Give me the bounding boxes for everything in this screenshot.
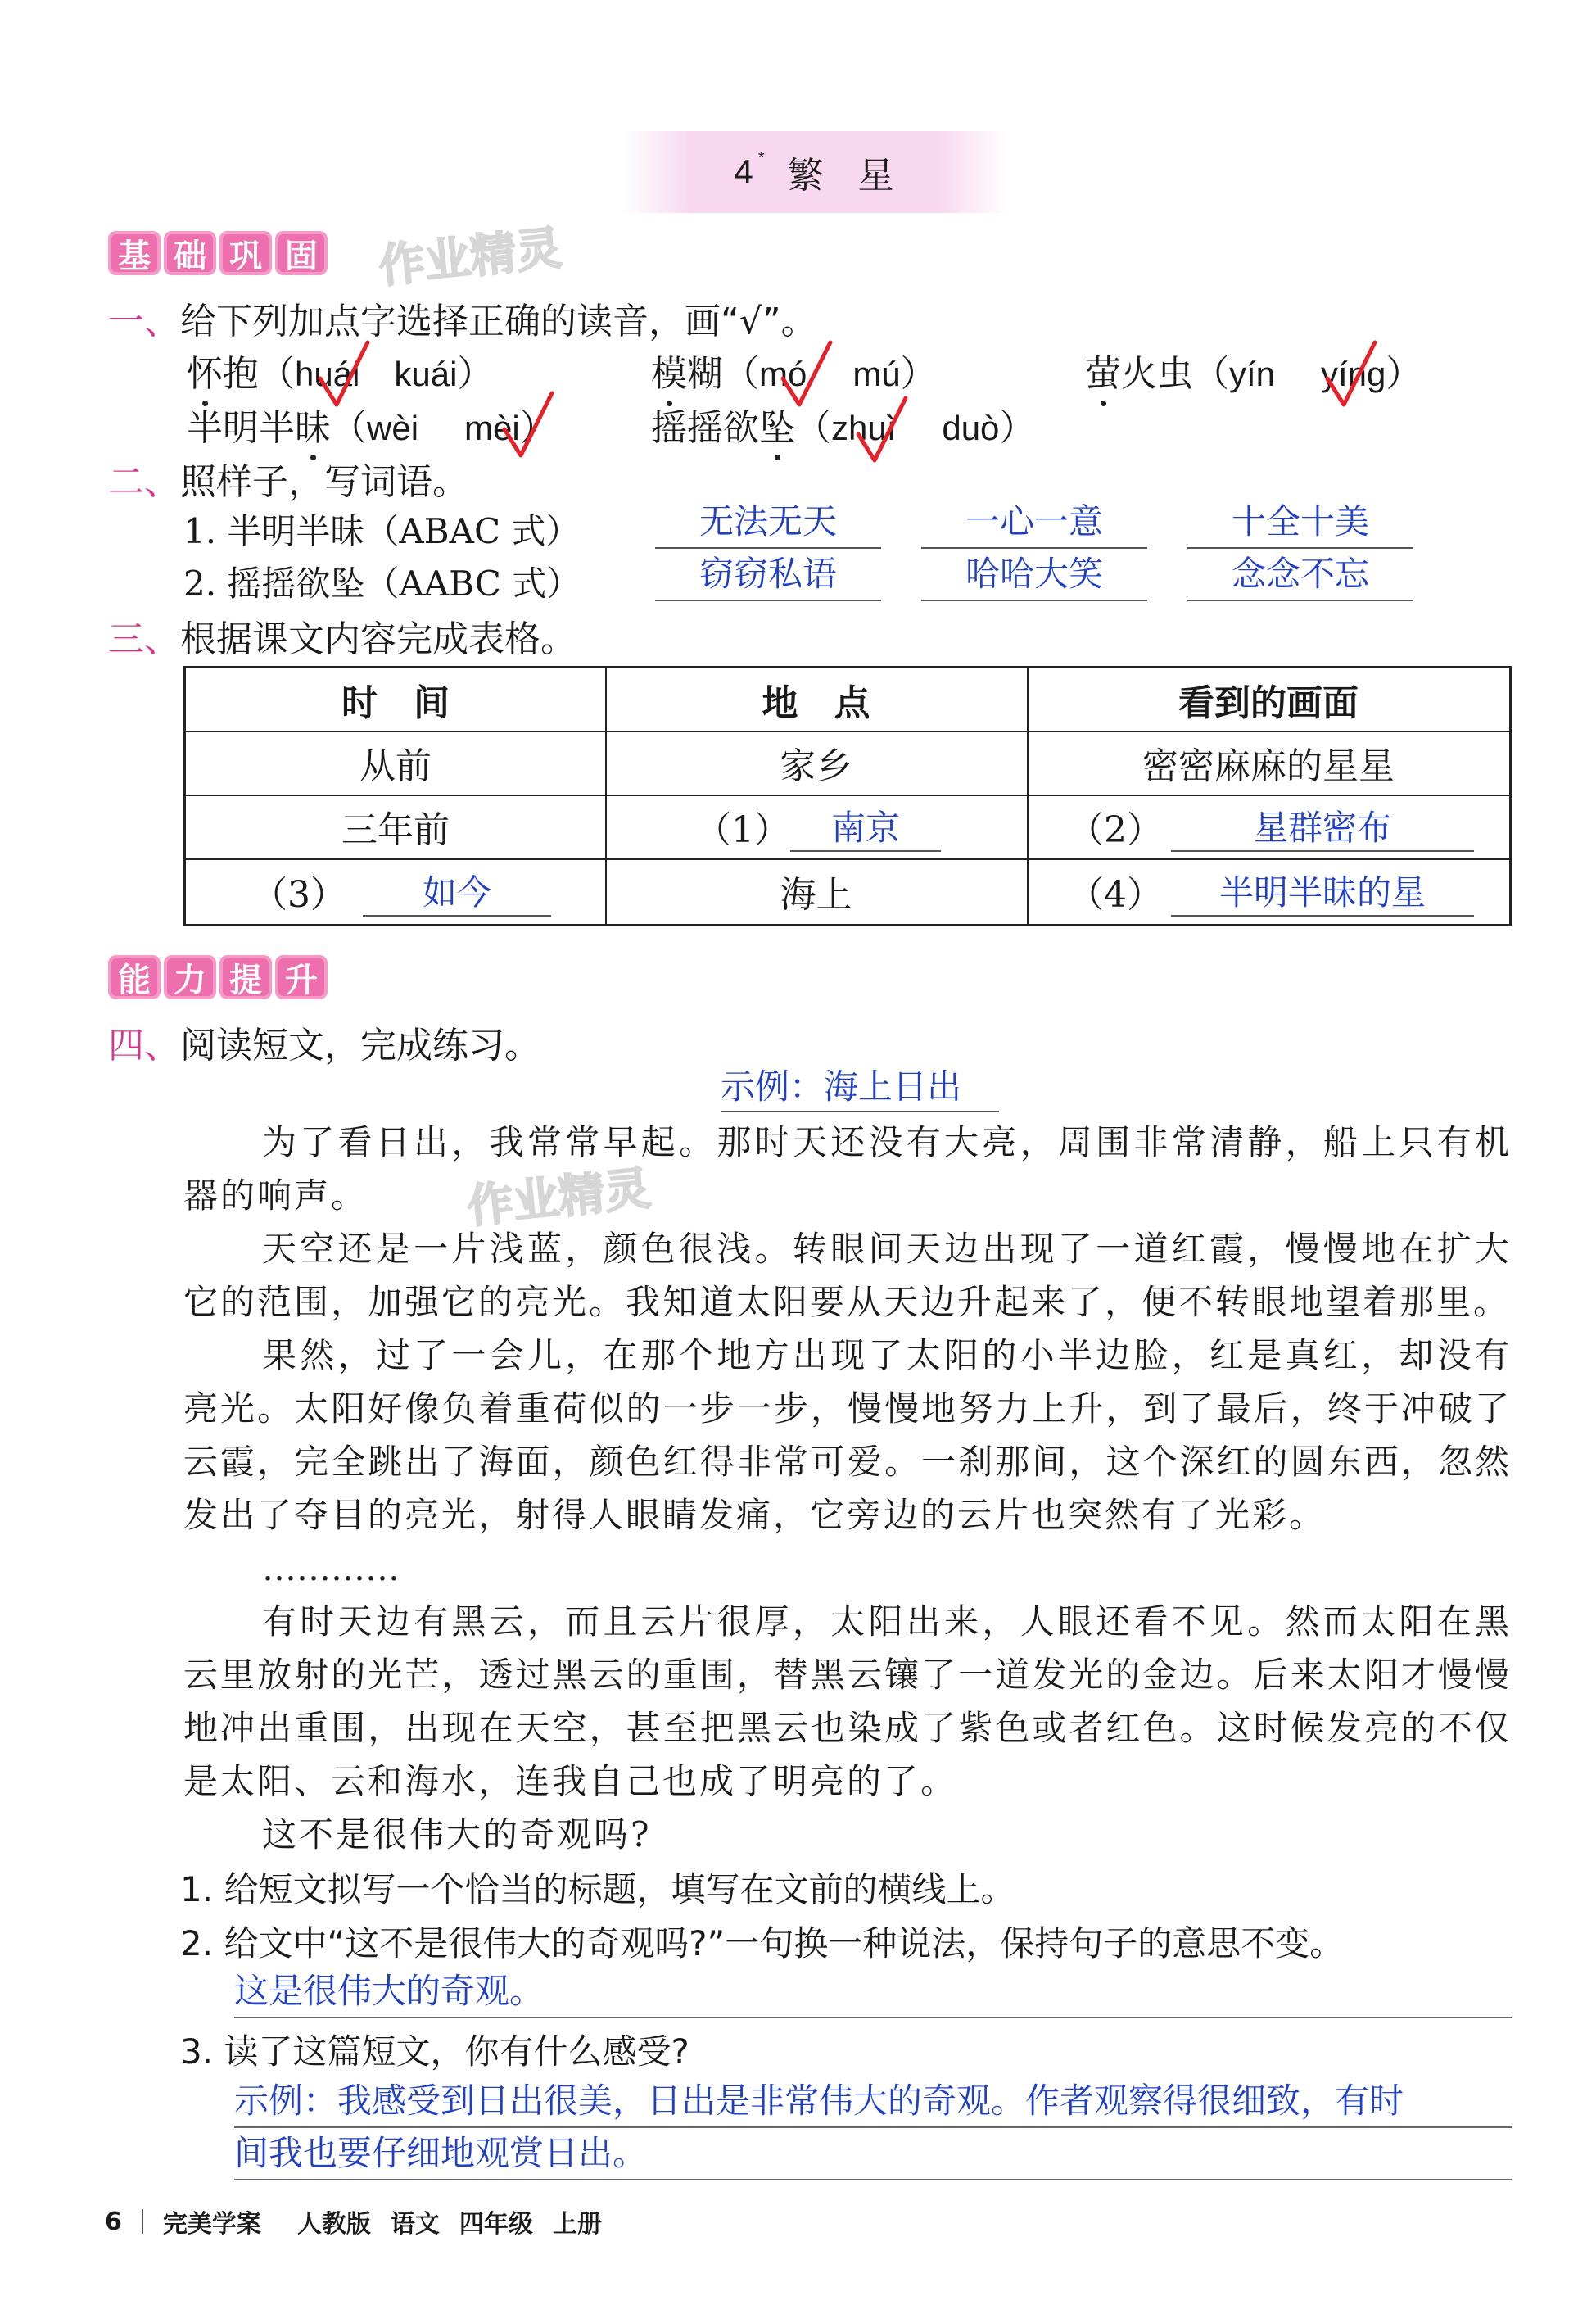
badge-char: 力 xyxy=(164,955,216,999)
table-cell: 从前 xyxy=(359,745,432,787)
pinyin-option[interactable]: duò xyxy=(942,409,1000,447)
q4-heading xyxy=(108,1016,540,1068)
q1-item-2: 模糊（mó mú） xyxy=(651,353,937,395)
passage-ellipsis: ………… xyxy=(262,1548,400,1588)
q3-heading xyxy=(108,609,576,662)
passage-title-answer[interactable]: 示例：海上日出 xyxy=(721,1060,999,1112)
pinyin-option[interactable]: mú xyxy=(852,355,901,393)
table-header-place: 地 点 xyxy=(762,682,870,724)
table-cell: 三年前 xyxy=(341,809,450,851)
q1-item-word: 怀抱 xyxy=(187,353,259,395)
q2-answer[interactable]: 一心一意 xyxy=(921,495,1147,549)
check-mark-icon xyxy=(500,388,557,462)
answer-line xyxy=(234,2179,1512,2180)
q4-sub-2-answer[interactable]: 这是很伟大的奇观。 xyxy=(234,1971,545,2011)
q4-sub-3: 3. 读了这篇短文，你有什么感受? xyxy=(180,2031,689,2072)
q1-item-5: 摇摇欲坠（zhuì duò） xyxy=(651,407,1036,449)
table-answer[interactable]: 半明半昧的星 xyxy=(1171,866,1474,917)
check-mark-icon xyxy=(853,393,911,467)
q2-answer[interactable]: 窃窃私语 xyxy=(655,547,881,601)
q1-item-word: 半明半昧 xyxy=(187,407,331,449)
table-answer[interactable]: 南京 xyxy=(790,801,941,852)
table-answer[interactable]: 如今 xyxy=(363,866,551,917)
pinyin-option[interactable]: mèi xyxy=(463,409,520,447)
pinyin-option[interactable]: kuái xyxy=(394,355,458,393)
badge-char: 提 xyxy=(219,955,272,999)
q1-prompt: 给下列加点字选择正确的读音，画“√”。 xyxy=(180,301,817,342)
footer-grade: 四年级 xyxy=(459,2210,533,2239)
pinyin-option[interactable]: yín xyxy=(1229,355,1276,393)
badge-char: 基 xyxy=(108,231,161,275)
table-header-time: 时 间 xyxy=(341,682,450,724)
lesson-number: 4 * xyxy=(734,149,766,191)
q1-item-word: 萤火虫 xyxy=(1085,353,1193,395)
watermark: 作业精灵 xyxy=(464,1162,653,1234)
footer-divider xyxy=(142,2209,143,2234)
check-mark-icon xyxy=(315,337,373,411)
badge-char: 础 xyxy=(164,231,216,275)
page-footer xyxy=(105,2203,602,2239)
passage-paragraph: 天空还是一片浅蓝，颜色很浅。转眼间天边出现了一道红霞，慢慢地在扩大它的范围，加强它的亮光。我知道太阳要从天边升起来了，便不转眼地望着那里。 xyxy=(183,1229,1512,1322)
reading-passage xyxy=(183,1116,1512,1861)
q4-prompt: 阅读短文，完成练习。 xyxy=(180,1025,540,1066)
badge-char: 能 xyxy=(108,955,161,999)
footer-book: 完美学案 xyxy=(162,2210,261,2239)
lesson-title-char-2: 星 xyxy=(857,155,896,197)
watermark: 作业精灵 xyxy=(376,221,565,294)
table-cell: （4） 半明半昧的星 xyxy=(1027,858,1510,924)
q3-prompt: 根据课文内容完成表格。 xyxy=(180,618,576,660)
badge-char: 升 xyxy=(275,955,328,999)
section-badge-basic xyxy=(108,231,328,275)
q1-item-3: 萤火虫（yín yíng） xyxy=(1085,353,1422,395)
passage-paragraph: 有时天边有黑云，而且云片很厚，太阳出来，人眼还看不见。然而太阳在黑云里放射的光芒，透过黑云的重围，替黑云镶了一道发光的金边。后来太阳才慢慢地冲出重围，出现在天空，甚至把黑云也染成了紫色或者红色。这时候发亮的不仅是太阳、云和海水，连我自己也成了明亮的了。 xyxy=(183,1601,1512,1801)
badge-char: 固 xyxy=(275,231,328,275)
pinyin-option[interactable]: mó xyxy=(759,355,807,393)
table-cell: （1） 南京 xyxy=(605,795,1027,858)
badge-char: 巩 xyxy=(219,231,272,275)
q1-item-1: 怀抱（huái kuái） xyxy=(187,353,494,395)
q1-item-word: 模糊 xyxy=(651,353,723,395)
table-cell: （2） 星群密布 xyxy=(1027,795,1510,858)
table-cell: 海上 xyxy=(780,874,852,916)
page-number: 6 xyxy=(105,2207,122,2236)
footer-volume: 上册 xyxy=(552,2210,602,2239)
table-header-scene: 看到的画面 xyxy=(1178,682,1359,724)
lesson-title xyxy=(622,131,1007,213)
q4-sub-2: 2. 给文中“这不是很伟大的奇观吗?”一句换一种说法，保持句子的意思不变。 xyxy=(180,1923,1345,1963)
passage-paragraph: 这不是很伟大的奇观吗? xyxy=(262,1814,652,1854)
table-cell: 家乡 xyxy=(780,745,852,787)
check-mark-icon xyxy=(778,337,835,411)
q1-heading xyxy=(108,292,817,344)
q2-prompt: 照样子，写词语。 xyxy=(180,461,468,503)
check-mark-icon xyxy=(1322,337,1380,411)
q4-sub-1: 1. 给短文拟写一个恰当的标题，填写在文前的横线上。 xyxy=(180,1869,1015,1909)
q1-item-word: 摇摇欲坠 xyxy=(651,407,795,449)
q2-answer[interactable]: 念念不忘 xyxy=(1187,547,1413,601)
q2-answer[interactable]: 十全十美 xyxy=(1187,495,1413,549)
footer-subject: 语文 xyxy=(390,2210,440,2239)
lesson-title-char-1: 繁 xyxy=(787,155,825,197)
section-badge-advanced xyxy=(108,955,328,999)
q3-number: 三、 xyxy=(108,618,180,660)
q2-row-1-label: 1. 半明半昧（ABAC 式） xyxy=(183,511,581,551)
q4-number: 四、 xyxy=(108,1025,180,1066)
q2-row-2-label: 2. 摇摇欲坠（AABC 式） xyxy=(183,564,581,604)
table-cell: （3） 如今 xyxy=(186,858,605,924)
answer-line xyxy=(234,2017,1512,2018)
footer-edition: 人教版 xyxy=(296,2210,371,2239)
q4-sub-3-answer-line1[interactable]: 示例：我感受到日出很美，日出是非常伟大的奇观。作者观察得很细致，有时 xyxy=(234,2081,1404,2121)
info-table xyxy=(183,666,1512,926)
q4-sub-3-answer-line2[interactable]: 间我也要仔细地观赏日出。 xyxy=(234,2133,648,2173)
pinyin-option[interactable]: wèi xyxy=(367,409,419,447)
table-cell: 密密麻麻的星星 xyxy=(1142,745,1395,787)
pinyin-option[interactable]: zhuì xyxy=(831,409,897,447)
q2-answer[interactable]: 哈哈大笑 xyxy=(921,547,1147,601)
q2-heading xyxy=(108,452,468,505)
pinyin-option[interactable]: huái xyxy=(295,355,360,393)
q1-number: 一、 xyxy=(108,301,180,342)
pinyin-option[interactable]: yíng xyxy=(1320,355,1386,393)
passage-paragraph: 为了看日出，我常常早起。那时天还没有大亮，周围非常清静，船上只有机器的响声。 xyxy=(183,1122,1512,1216)
q1-item-4: 半明半昧（wèi mèi） xyxy=(187,407,556,449)
q2-answer[interactable]: 无法无天 xyxy=(655,495,881,549)
table-answer[interactable]: 星群密布 xyxy=(1171,801,1474,852)
passage-paragraph: 果然，过了一会儿，在那个地方出现了太阳的小半边脸，红是真红，却没有亮光。太阳好像负着重荷似的一步一步，慢慢地努力上升，到了最后，终于冲破了云霞，完全跳出了海面，颜色红得非常可爱。一刹那间，这个深红的圆东西，忽然发出了夺目的亮光，射得人眼睛发痛，它旁边的云片也突然有了光彩。 xyxy=(183,1335,1512,1535)
q2-number: 二、 xyxy=(108,461,180,503)
